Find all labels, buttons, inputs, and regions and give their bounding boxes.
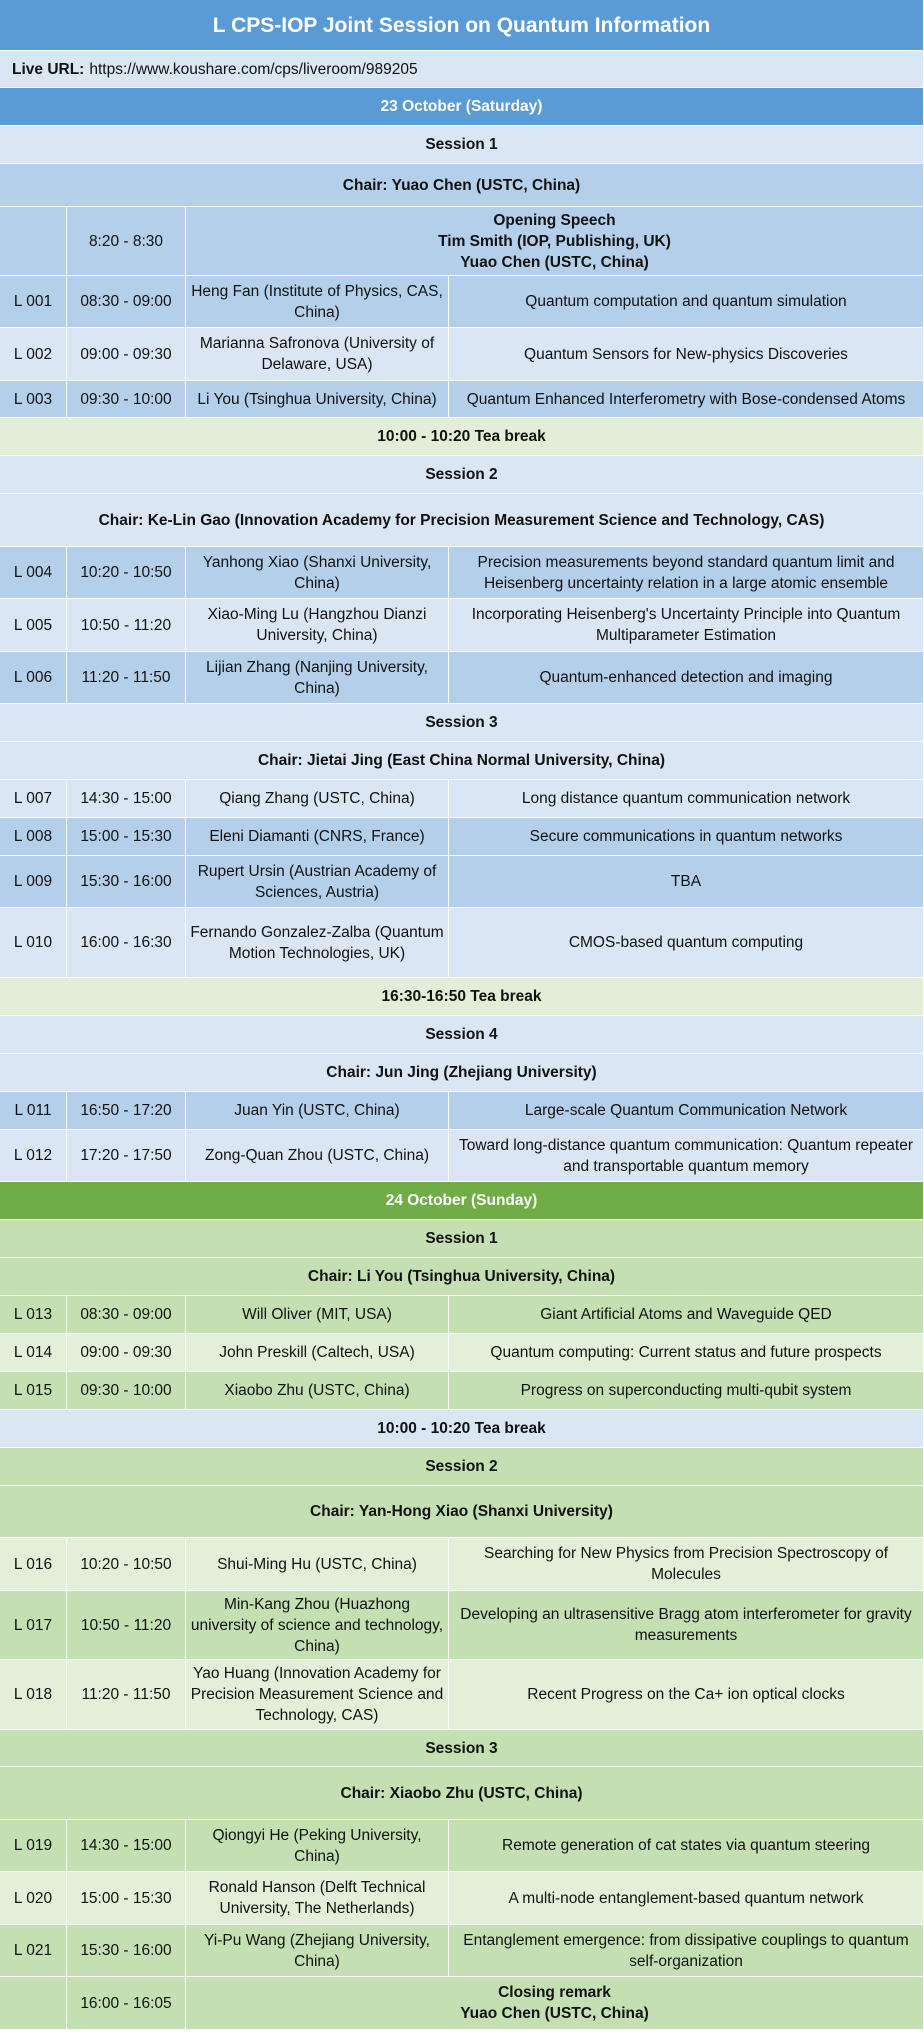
talk-time: 08:30 - 09:00	[67, 276, 186, 328]
talk-time: 15:00 - 15:30	[67, 818, 186, 856]
page-title: L CPS-IOP Joint Session on Quantum Information	[0, 0, 924, 51]
talk-id: L 009	[0, 856, 67, 908]
talk-title: TBA	[449, 856, 924, 908]
talk-id: L 002	[0, 328, 67, 381]
talk-title: Precision measurements beyond standard quantum limit and Heisenberg uncertainty relation in a large atomic ensemble	[449, 547, 924, 599]
speaker: Qiongyi He (Peking University, China)	[186, 1820, 449, 1872]
talk-title: Giant Artificial Atoms and Waveguide QED	[449, 1296, 924, 1334]
tea-break: 16:30-16:50 Tea break	[0, 978, 924, 1016]
talk-id: L 010	[0, 908, 67, 978]
speaker: Xiaobo Zhu (USTC, China)	[186, 1372, 449, 1410]
session-header: Session 3	[0, 1730, 924, 1767]
chair-row: Chair: Jun Jing (Zhejiang University)	[0, 1054, 924, 1092]
talk-title: Recent Progress on the Ca+ ion optical clocks	[449, 1660, 924, 1730]
speaker: Rupert Ursin (Austrian Academy of Sciences, Austria)	[186, 856, 449, 908]
time-cell: 16:00 - 16:05	[67, 1977, 186, 2030]
speaker: Yao Huang (Innovation Academy for Precision Measurement Science and Technology, CAS)	[186, 1660, 449, 1730]
talk-id: L 005	[0, 599, 67, 652]
talk-id: L 007	[0, 780, 67, 818]
talk-time: 08:30 - 09:00	[67, 1296, 186, 1334]
day-header: 24 October (Sunday)	[0, 1182, 924, 1220]
talk-id: L 017	[0, 1591, 67, 1660]
opening-speech: Opening Speech Tim Smith (IOP, Publishing, UK) Yuao Chen (USTC, China)	[186, 207, 924, 276]
talk-time: 10:50 - 11:20	[67, 599, 186, 652]
talk-id: L 020	[0, 1872, 67, 1925]
chair-row: Chair: Li You (Tsinghua University, China)	[0, 1258, 924, 1296]
talk-id: L 008	[0, 818, 67, 856]
talk-time: 17:20 - 17:50	[67, 1130, 186, 1182]
session-header: Session 1	[0, 1220, 924, 1258]
talk-title: Searching for New Physics from Precision Spectroscopy of Molecules	[449, 1538, 924, 1591]
talk-id: L 015	[0, 1372, 67, 1410]
talk-title: Large-scale Quantum Communication Network	[449, 1092, 924, 1130]
talk-title: CMOS-based quantum computing	[449, 908, 924, 978]
talk-time: 15:30 - 16:00	[67, 856, 186, 908]
live-url-label: Live URL:	[12, 60, 85, 78]
talk-time: 10:20 - 10:50	[67, 547, 186, 599]
talk-title: Secure communications in quantum networks	[449, 818, 924, 856]
speaker: Ronald Hanson (Delft Technical University, The Netherlands)	[186, 1872, 449, 1925]
speaker: Zong-Quan Zhou (USTC, China)	[186, 1130, 449, 1182]
talk-title: Long distance quantum communication network	[449, 780, 924, 818]
speaker: Will Oliver (MIT, USA)	[186, 1296, 449, 1334]
session-header: Session 3	[0, 704, 924, 742]
speaker: Shui-Ming Hu (USTC, China)	[186, 1538, 449, 1591]
talk-time: 16:50 - 17:20	[67, 1092, 186, 1130]
live-url-link[interactable]: https://www.koushare.com/cps/liveroom/989205	[89, 60, 418, 78]
talk-time: 15:30 - 16:00	[67, 1925, 186, 1977]
talk-title: Progress on superconducting multi-qubit system	[449, 1372, 924, 1410]
chair-row: Chair: Yan-Hong Xiao (Shanxi University)	[0, 1486, 924, 1538]
talk-time: 16:00 - 16:30	[67, 908, 186, 978]
talk-id: L 016	[0, 1538, 67, 1591]
speaker: Qiang Zhang (USTC, China)	[186, 780, 449, 818]
talk-time: 14:30 - 15:00	[67, 1820, 186, 1872]
talk-title: Toward long-distance quantum communication: Quantum repeater and transportable quantum memory	[449, 1130, 924, 1182]
talk-time: 09:00 - 09:30	[67, 1334, 186, 1372]
talk-title: Quantum Sensors for New-physics Discoveries	[449, 328, 924, 381]
talk-id: L 003	[0, 381, 67, 418]
speaker: Eleni Diamanti (CNRS, France)	[186, 818, 449, 856]
session-header: Session 4	[0, 1016, 924, 1054]
speaker: Marianna Safronova (University of Delaware, USA)	[186, 328, 449, 381]
chair-row: Chair: Xiaobo Zhu (USTC, China)	[0, 1767, 924, 1820]
table-cell	[0, 1977, 67, 2030]
talk-title: Remote generation of cat states via quantum steering	[449, 1820, 924, 1872]
talk-time: 11:20 - 11:50	[67, 1660, 186, 1730]
talk-title: Quantum Enhanced Interferometry with Bose-condensed Atoms	[449, 381, 924, 418]
talk-title: Incorporating Heisenberg's Uncertainty Principle into Quantum Multiparameter Estimation	[449, 599, 924, 652]
speaker: Juan Yin (USTC, China)	[186, 1092, 449, 1130]
talk-id: L 018	[0, 1660, 67, 1730]
day-header: 23 October (Saturday)	[0, 88, 924, 126]
talk-id: L 004	[0, 547, 67, 599]
tea-break: 10:00 - 10:20 Tea break	[0, 1410, 924, 1448]
speaker: Min-Kang Zhou (Huazhong university of science and technology, China)	[186, 1591, 449, 1660]
talk-time: 09:30 - 10:00	[67, 1372, 186, 1410]
talk-id: L 014	[0, 1334, 67, 1372]
talk-id: L 013	[0, 1296, 67, 1334]
talk-id: L 012	[0, 1130, 67, 1182]
talk-id: L 001	[0, 276, 67, 328]
talk-time: 09:00 - 09:30	[67, 328, 186, 381]
speaker: John Preskill (Caltech, USA)	[186, 1334, 449, 1372]
talk-time: 15:00 - 15:30	[67, 1872, 186, 1925]
talk-title: A multi-node entanglement-based quantum network	[449, 1872, 924, 1925]
talk-time: 09:30 - 10:00	[67, 381, 186, 418]
chair-row: Chair: Ke-Lin Gao (Innovation Academy for Precision Measurement Science and Technology, CAS)	[0, 494, 924, 547]
talk-id: L 006	[0, 652, 67, 704]
talk-title: Quantum computing: Current status and future prospects	[449, 1334, 924, 1372]
speaker: Lijian Zhang (Nanjing University, China)	[186, 652, 449, 704]
talk-time: 10:20 - 10:50	[67, 1538, 186, 1591]
time-cell: 8:20 - 8:30	[67, 207, 186, 276]
talk-id: L 021	[0, 1925, 67, 1977]
talk-time: 14:30 - 15:00	[67, 780, 186, 818]
talk-title: Quantum computation and quantum simulation	[449, 276, 924, 328]
speaker: Heng Fan (Institute of Physics, CAS, China)	[186, 276, 449, 328]
talk-id: L 011	[0, 1092, 67, 1130]
speaker: Li You (Tsinghua University, China)	[186, 381, 449, 418]
talk-title: Developing an ultrasensitive Bragg atom interferometer for gravity measurements	[449, 1591, 924, 1660]
tea-break: 10:00 - 10:20 Tea break	[0, 418, 924, 456]
talk-title: Entanglement emergence: from dissipative couplings to quantum self-organization	[449, 1925, 924, 1977]
session-header: Session 2	[0, 456, 924, 494]
talk-time: 10:50 - 11:20	[67, 1591, 186, 1660]
live-url-row	[0, 51, 924, 88]
speaker: Xiao-Ming Lu (Hangzhou Dianzi University, China)	[186, 599, 449, 652]
speaker: Fernando Gonzalez-Zalba (Quantum Motion Technologies, UK)	[186, 908, 449, 978]
session-header: Session 1	[0, 126, 924, 164]
speaker: Yanhong Xiao (Shanxi University, China)	[186, 547, 449, 599]
chair-row: Chair: Yuao Chen (USTC, China)	[0, 164, 924, 207]
speaker: Yi-Pu Wang (Zhejiang University, China)	[186, 1925, 449, 1977]
chair-row: Chair: Jietai Jing (East China Normal University, China)	[0, 742, 924, 780]
talk-id: L 019	[0, 1820, 67, 1872]
talk-title: Quantum-enhanced detection and imaging	[449, 652, 924, 704]
table-cell	[0, 207, 67, 276]
session-header: Session 2	[0, 1448, 924, 1486]
closing-remark: Closing remark Yuao Chen (USTC, China)	[186, 1977, 924, 2030]
talk-time: 11:20 - 11:50	[67, 652, 186, 704]
